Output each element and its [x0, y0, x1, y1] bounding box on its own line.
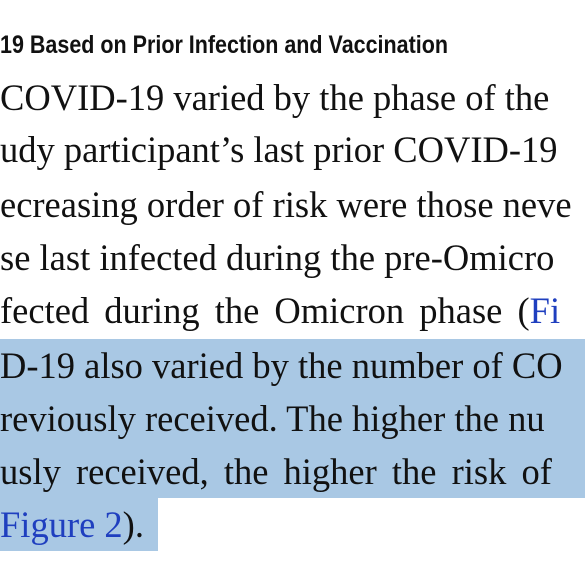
body-line-4: se last infected during the pre-Omicro — [0, 237, 555, 278]
highlighted-line-4-suffix: ). — [122, 504, 144, 545]
highlighted-line-1[interactable]: D-19 also varied by the number of CO — [0, 345, 563, 386]
body-line-5 — [0, 286, 560, 336]
body-line-5-text: fected during the Omicron phase ( — [0, 290, 530, 331]
figure-1-link[interactable]: Fi — [529, 290, 561, 331]
highlighted-line-4[interactable] — [0, 500, 144, 550]
highlighted-line-3[interactable]: usly received, the higher the risk of — [0, 451, 552, 492]
body-line-2: udy participant’s last prior COVID-19 — [0, 129, 558, 170]
section-heading: 19 Based on Prior Infection and Vaccination — [0, 31, 449, 59]
body-line-3: ecreasing order of risk were those neve — [0, 184, 572, 225]
figure-2-link[interactable]: Figure 2 — [0, 504, 123, 545]
highlighted-line-2[interactable]: reviously received. The higher the nu — [0, 398, 545, 439]
body-line-1: COVID-19 varied by the phase of the — [0, 77, 550, 118]
